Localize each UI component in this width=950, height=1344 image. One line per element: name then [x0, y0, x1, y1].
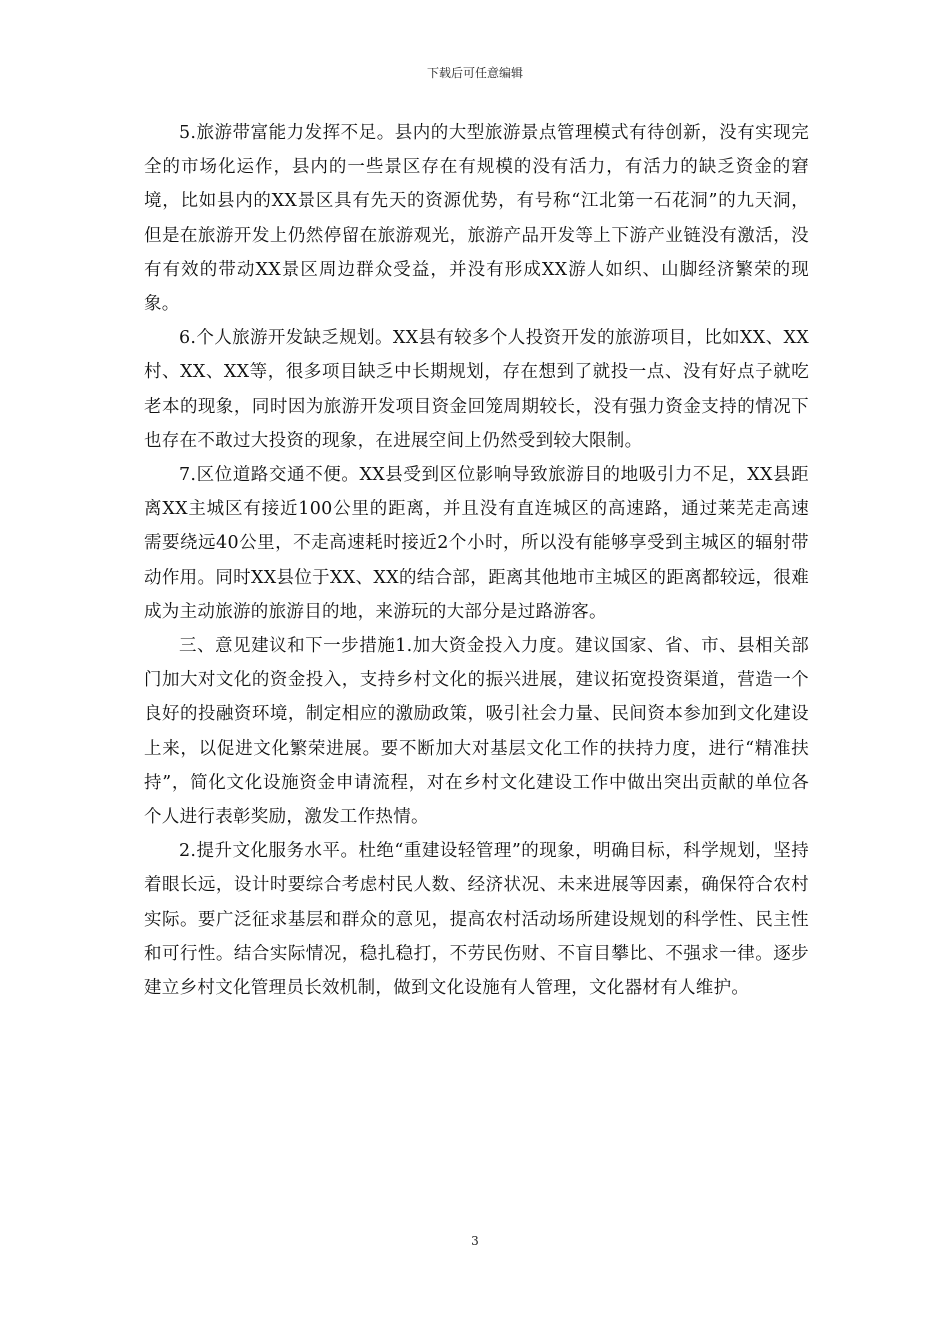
paragraph-funding-suggestions: 三、意见建议和下一步措施1.加大资金投入力度。建议国家、省、市、县相关部门加大对文化的资金投入，支持乡村文化的振兴进展，建议拓宽投资渠道，营造一个良好的投融资环境，制定相应的激励政策，吸引社会力量、民间资本参加到文化建设上来，以促进文化繁荣进展。要不断加大对基层文化工作的扶持力度，进行“精准扶持”，简化文化设施资金申请流程，对在乡村文化建设工作中做出突出贡献的单位各个人进行表彰奖励，激发工作热情。 [144, 636, 809, 828]
document-body [144, 116, 809, 1005]
paragraph-service-level: 2.提升文化服务水平。杜绝“重建设轻管理”的现象，明确目标，科学规划，坚持着眼长远，设计时要综合考虑村民人数、经济状况、未来进展等因素，确保符合农村实际。要广泛征求基层和群众的意见，提高农村活动场所建设规划的科学性、民主性和可行性。结合实际情况，稳扎稳打，不劳民伤财、不盲目攀比、不强求一律。逐步建立乡村文化管理员长效机制，做到文化设施有人管理，文化器材有人维护。 [144, 841, 809, 999]
paragraph-transportation: 7.区位道路交通不便。XX县受到区位影响导致旅游目的地吸引力不足，XX县距离XX主城区有接近100公里的距离，并且没有直连城区的高速路，通过莱芜走高速需要绕远40公里，不走高速耗时接近2个小时，所以没有能够享受到主城区的辐射带动作用。同时XX县位于XX、XX的结合部，距离其他地市主城区的距离都较远，很难成为主动旅游的旅游目的地，来游玩的大部分是过路游客。 [144, 465, 809, 622]
paragraph-individual-planning: 6.个人旅游开发缺乏规划。XX县有较多个人投资开发的旅游项目，比如XX、XX村、XX、XX等，很多项目缺乏中长期规划，存在想到了就投一点、没有好点子就吃老本的现象，同时因为旅游开发项目资金回笼周期较长，没有强力资金支持的情况下也存在不敢过大投资的现象，在进展空间上仍然受到较大限制。 [144, 328, 809, 451]
page-number: 3 [471, 1234, 479, 1248]
paragraph-tourism-income: 5.旅游带富能力发挥不足。县内的大型旅游景点管理模式有待创新，没有实现完全的市场化运作，县内的一些景区存在有规模的没有活力，有活力的缺乏资金的窘境，比如县内的XX景区具有先天的资源优势，有号称“江北第一石花洞”的九天洞，但是在旅游开发上仍然停留在旅游观光，旅游产品开发等上下游产业链没有激活，没有有效的带动XX景区周边群众受益，并没有形成XX游人如织、山脚经济繁荣的现象。 [144, 123, 809, 315]
page-header: 下载后可任意编辑 [426, 66, 523, 80]
